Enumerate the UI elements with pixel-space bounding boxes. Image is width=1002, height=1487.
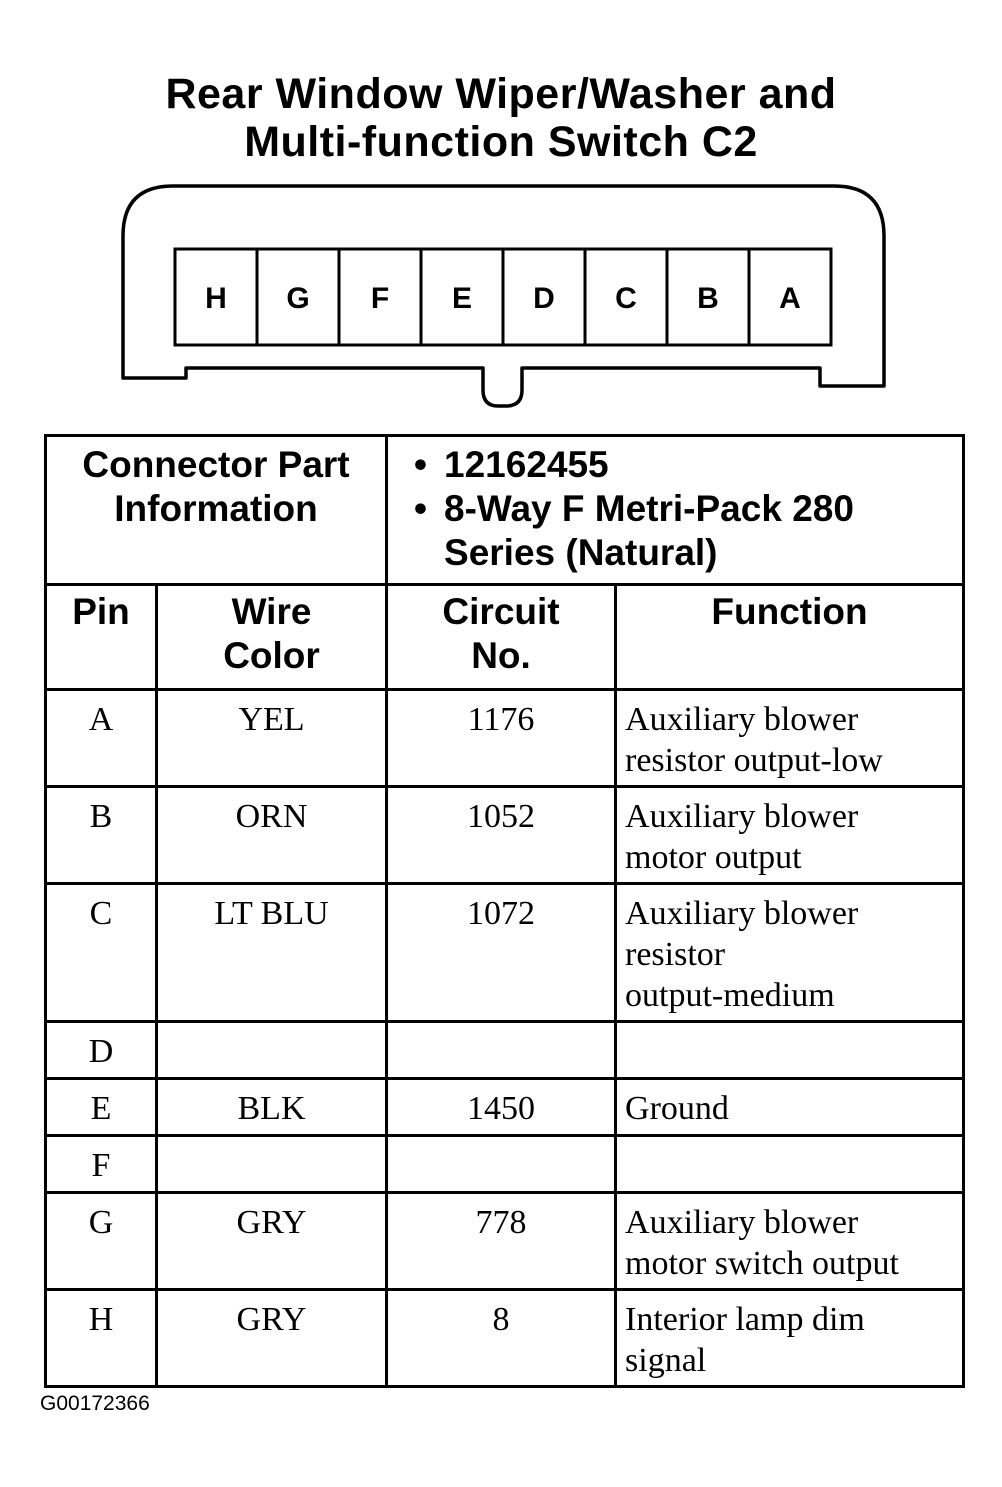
pin-cell: B [46,787,157,884]
pin-label-b: B [697,282,719,315]
connector-face-diagram [0,0,1002,420]
figure-id: G00172366 [40,1392,150,1415]
wire-color-cell [157,1136,387,1193]
header-wire-color-line2: Color [223,635,320,676]
header-wire-color [157,585,387,690]
wire-color-cell [157,1022,387,1079]
pin-cell: E [46,1079,157,1136]
header-circuit-line1: Circuit [442,591,560,632]
pin-label-d: D [533,282,555,315]
circuit-cell: 778 [387,1193,616,1290]
function-cell [616,1290,964,1387]
table-row [46,1193,964,1290]
column-header-row [46,585,964,690]
connector-info-label-line2: Information [114,488,318,529]
title-line-1: Rear Window Wiper/Washer and [165,70,837,118]
function-line: Auxiliary blower [625,895,859,932]
part-number: • 12162455 [444,443,962,487]
wire-color-cell: YEL [157,690,387,787]
header-pin [46,585,157,690]
header-function-label: Function [711,591,868,632]
header-circuit-line2: No. [471,635,531,676]
header-wire-color-line1: Wire [231,591,312,632]
function-line: Interior lamp dim [625,1301,865,1338]
function-cell [616,787,964,884]
function-cell [616,884,964,1022]
pin-label-c: C [615,282,637,315]
connector-info-values [387,436,964,585]
circuit-cell [387,1022,616,1079]
connector-pinout-table [44,434,965,1388]
connector-info-row [46,436,964,585]
title-line-2: Multi-function Switch C2 [244,118,758,166]
pin-cell: F [46,1136,157,1193]
function-cell [616,1079,964,1136]
table-row [46,1136,964,1193]
circuit-cell: 8 [387,1290,616,1387]
function-cell [616,1136,964,1193]
function-line: signal [625,1342,707,1379]
function-line: Auxiliary blower [625,798,859,835]
connector-info-label-line1: Connector Part [82,444,350,485]
header-function [616,585,964,690]
function-cell [616,690,964,787]
connector-description-line2: Series (Natural) [444,532,718,573]
pin-cell: G [46,1193,157,1290]
function-cell [616,1022,964,1079]
pin-label-g: G [286,282,310,315]
pin-label-f: F [370,282,390,315]
circuit-cell: 1176 [387,690,616,787]
connector-description-line1: • 8-Way F Metri-Pack 280 [444,487,962,531]
pin-label-a: A [779,282,801,315]
wire-color-cell: ORN [157,787,387,884]
circuit-cell [387,1136,616,1193]
circuit-cell: 1072 [387,884,616,1022]
table-row [46,1290,964,1387]
pin-label-h: H [205,282,227,315]
wire-color-cell: GRY [157,1193,387,1290]
function-cell [616,1193,964,1290]
table-row [46,1022,964,1079]
pin-label-e: E [451,282,473,315]
pin-cell: A [46,690,157,787]
connector-info-label [46,436,387,585]
function-line: motor switch output [625,1245,899,1282]
function-line: motor output [625,839,802,876]
function-line: Auxiliary blower [625,1204,859,1241]
function-line: Auxiliary blower [625,701,859,738]
circuit-cell: 1052 [387,787,616,884]
wire-color-cell: LT BLU [157,884,387,1022]
function-line: resistor output-low [625,742,883,779]
circuit-cell: 1450 [387,1079,616,1136]
function-line: output-medium [625,977,835,1014]
pin-cell: D [46,1022,157,1079]
wire-color-cell: GRY [157,1290,387,1387]
header-circuit-no [387,585,616,690]
header-pin-label: Pin [72,591,130,632]
wire-color-cell: BLK [157,1079,387,1136]
pin-cell: C [46,884,157,1022]
table-row [46,787,964,884]
table-row [46,690,964,787]
table-row [46,884,964,1022]
function-line: Ground [625,1090,729,1127]
function-line: resistor [625,936,726,973]
pin-cell: H [46,1290,157,1387]
table-row [46,1079,964,1136]
